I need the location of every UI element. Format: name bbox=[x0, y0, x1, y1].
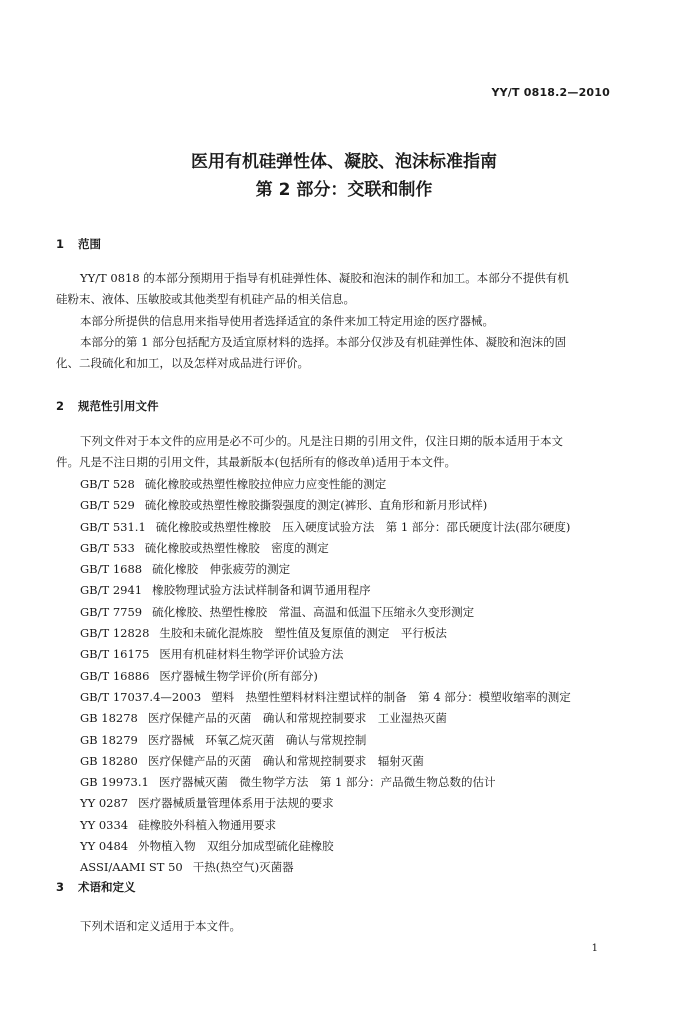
reference-title: 生胶和未硫化混炼胶 塑性值及复原值的测定 平行板法 bbox=[159, 626, 447, 641]
reference-code: GB/T 528 bbox=[80, 477, 135, 491]
reference-code: GB 18280 bbox=[80, 753, 138, 768]
reference-title: 医疗器械质量管理体系用于法规的要求 bbox=[138, 796, 334, 811]
reference-title: 医用有机硅材料生物学评价试验方法 bbox=[159, 647, 344, 662]
reference-item bbox=[80, 751, 620, 772]
section-1-heading bbox=[56, 236, 101, 252]
reference-code: GB/T 529 bbox=[80, 498, 135, 513]
reference-title: 干热(热空气)灭菌器 bbox=[192, 860, 294, 875]
reference-code: YY 0287 bbox=[80, 796, 129, 811]
paragraph-line: YY/T 0818 的本部分预期用于指导有机硅弹性体、凝胶和泡沫的制作和加工。本部分不提供有机 bbox=[80, 271, 569, 285]
section-3-heading bbox=[56, 879, 136, 895]
reference-item bbox=[80, 559, 620, 580]
reference-item bbox=[80, 644, 620, 665]
reference-item bbox=[80, 538, 620, 559]
reference-title: 硅橡胶外科植入物通用要求 bbox=[138, 817, 277, 832]
reference-code: GB/T 2941 bbox=[80, 583, 143, 598]
reference-item bbox=[80, 815, 620, 836]
reference-item bbox=[80, 730, 620, 751]
paragraph-line: 下列术语和定义适用于本文件。 bbox=[80, 919, 241, 933]
standard-code: YY/T 0818.2—2010 bbox=[491, 86, 610, 99]
reference-item bbox=[80, 517, 620, 538]
reference-code: GB 18279 bbox=[80, 732, 138, 747]
reference-title: 医疗保健产品的灭菌 确认和常规控制要求 辐射灭菌 bbox=[147, 753, 424, 768]
reference-code: GB/T 531.1 bbox=[80, 519, 146, 534]
reference-code: GB/T 16175 bbox=[80, 647, 150, 662]
reference-list bbox=[80, 474, 620, 879]
reference-code: GB 18278 bbox=[80, 711, 138, 726]
reference-code: GB/T 1688 bbox=[80, 562, 143, 577]
paragraph-line: 化、二段硫化和加工，以及怎样对成品进行评价。 bbox=[56, 356, 309, 370]
reference-code: YY 0484 bbox=[80, 839, 129, 854]
section-number: 3 bbox=[56, 880, 65, 894]
section-title: 范围 bbox=[78, 237, 102, 251]
reference-item bbox=[80, 687, 620, 708]
reference-item bbox=[80, 623, 620, 644]
reference-item bbox=[80, 708, 620, 729]
paragraph-line: 下列文件对于本文件的应用是必不可少的。凡是注日期的引用文件，仅注日期的版本适用于本文 bbox=[80, 434, 563, 448]
reference-item bbox=[80, 602, 620, 623]
reference-code: GB/T 533 bbox=[80, 540, 135, 555]
reference-code: ASSI/AAMI ST 50 bbox=[80, 860, 183, 875]
reference-item bbox=[80, 772, 620, 793]
paragraph-line: 件。凡是不注日期的引用文件，其最新版本(包括所有的修改单)适用于本文件。 bbox=[56, 455, 456, 469]
reference-code: YY 0334 bbox=[80, 817, 129, 832]
document-title: 医用有机硅弹性体、凝胶、泡沫标准指南 bbox=[191, 152, 497, 172]
reference-title: 硫化橡胶或热塑性橡胶 压入硬度试验方法 第 1 部分：邵氏硬度计法(邵尔硬度) bbox=[155, 519, 571, 534]
section-2-heading bbox=[56, 398, 159, 414]
reference-title: 外物植入物 双组分加成型硫化硅橡胶 bbox=[138, 839, 334, 854]
section-title: 术语和定义 bbox=[78, 880, 136, 894]
reference-item bbox=[80, 495, 620, 516]
reference-title: 医疗器械生物学评价(所有部分) bbox=[159, 668, 318, 683]
reference-item bbox=[80, 836, 620, 857]
reference-code: GB/T 17037.4—2003 bbox=[80, 689, 202, 704]
reference-code: GB/T 16886 bbox=[80, 668, 150, 683]
reference-title: 硫化橡胶 伸张疲劳的测定 bbox=[152, 562, 291, 577]
reference-item bbox=[80, 666, 620, 687]
section-title: 规范性引用文件 bbox=[78, 399, 159, 413]
reference-title: 硫化橡胶、热塑性橡胶 常温、高温和低温下压缩永久变形测定 bbox=[152, 604, 475, 619]
reference-item bbox=[80, 580, 620, 601]
reference-item bbox=[80, 474, 620, 495]
reference-title: 医疗器械灭菌 微生物学方法 第 1 部分：产品微生物总数的估计 bbox=[158, 775, 496, 790]
reference-code: GB/T 12828 bbox=[80, 626, 150, 641]
section-number: 2 bbox=[56, 399, 65, 413]
paragraph-line: 硅粉末、液体、压敏胶或其他类型有机硅产品的相关信息。 bbox=[56, 292, 355, 306]
paragraph-line: 本部分的第 1 部分包括配方及适宜原材料的选择。本部分仅涉及有机硅弹性体、凝胶和泡沫的固 bbox=[80, 335, 567, 349]
paragraph-line: 本部分所提供的信息用来指导使用者选择适宜的条件来加工特定用途的医疗器械。 bbox=[80, 314, 494, 328]
reference-title: 橡胶物理试验方法试样制备和调节通用程序 bbox=[152, 583, 371, 598]
reference-item bbox=[80, 857, 620, 878]
reference-item bbox=[80, 793, 620, 814]
reference-title: 医疗器械 环氧乙烷灭菌 确认与常规控制 bbox=[147, 732, 367, 747]
reference-title: 塑料 热塑性塑料材料注塑试样的制备 第 4 部分：模塑收缩率的测定 bbox=[211, 689, 571, 704]
reference-code: GB/T 7759 bbox=[80, 604, 143, 619]
section-number: 1 bbox=[56, 237, 65, 251]
reference-title: 硫化橡胶或热塑性橡胶拉伸应力应变性能的测定 bbox=[144, 477, 387, 491]
reference-code: GB 19973.1 bbox=[80, 775, 149, 790]
page-number: 1 bbox=[591, 943, 598, 954]
reference-title: 硫化橡胶或热塑性橡胶撕裂强度的测定(裤形、直角形和新月形试样) bbox=[144, 498, 488, 513]
reference-title: 硫化橡胶或热塑性橡胶 密度的测定 bbox=[144, 540, 329, 555]
reference-title: 医疗保健产品的灭菌 确认和常规控制要求 工业湿热灭菌 bbox=[147, 711, 447, 726]
document-subtitle: 第 2 部分：交联和制作 bbox=[255, 180, 433, 200]
